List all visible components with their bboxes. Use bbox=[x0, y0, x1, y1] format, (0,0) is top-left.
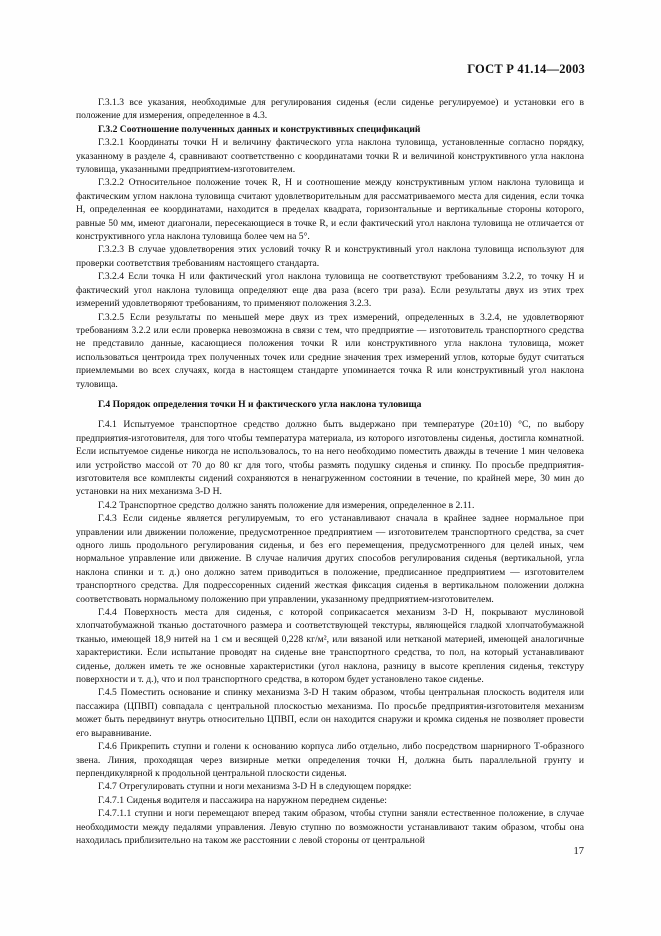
paragraph-g3-2-2: Г.3.2.2 Относительное положение точек R, Н и соотношение между конструктивным углом наклона туловища и фактическим углом наклона туловища считают удовлетворительным для рассматриваемого места для сидения, если точка Н, определенная ее координатами, находится в пределах квадрата, горизонтальные и вертикальные стороны которого, равные 50 мм, имеют диагонали, пересекающиеся в точке R, и если фактический угол наклона туловища не отличается от конструктивного угла наклона туловища более чем на 5°. bbox=[76, 177, 584, 243]
paragraph-g3-2-3: Г.3.2.3 В случае удовлетворения этих условий точку R и конструктивный угол наклона туловища используют для проверки соответствия требованиям настоящего стандарта. bbox=[76, 244, 584, 269]
paragraph-g3-2-5: Г.3.2.5 Если результаты по меньшей мере двух из трех измерений, определенных в 3.2.4, не удовлетворяют требованиям 3.2.2 или если проверка невозможна в связи с тем, что предприятие — изготовитель транспортного средства не представило данные, касающиеся положения точки R или конструктивного угла наклона туловища, может использоваться центроида трех полученных точек или средние значения трех измерений углов, которые будут считаться приемлемыми во всех случаях, когда в настоящем стандарте упоминается точка R или конструктивный угол наклона туловища. bbox=[76, 311, 584, 390]
paragraph-g4-3: Г.4.3 Если сиденье является регулируемым, то его устанавливают сначала в крайнее заднее нормальное при управлении или движении положение, предусмотренное предприятием — изготовителем транспортного средства, за счет одного лишь продольного регулирования сиденья, и без его перемещения, предусмотренного для целей иных, чем нормальное управление или движение. В случае наличия других способов регулирования сиденья (вертикальной, угла наклона спинки и т. д.) оно должно затем приводиться в положение, предписанное предприятием — изготовителем транспортного средства. Для подрессоренных сидений жесткая фиксация сиденья в вертикальном положении должна соответствовать нормальному положению при управлении, указанному предприятием-изготовителем. bbox=[76, 513, 584, 605]
document-body bbox=[76, 96, 584, 847]
page-number: 17 bbox=[573, 846, 584, 857]
paragraph-g3-1-3: Г.3.1.3 все указания, необходимые для регулирования сиденья (если сиденье регулируемое) и установки его в положение для измерения, определенное в 4.3. bbox=[76, 97, 584, 122]
standard-header: ГОСТ Р 41.14—2003 bbox=[467, 62, 585, 76]
paragraph-g4-2: Г.4.2 Транспортное средство должно занять положение для измерения, определенное в 2.11. bbox=[98, 499, 475, 511]
paragraph-g4-1: Г.4.1 Испытуемое транспортное средство должно быть выдержано при температуре (20±10) °С, по выбору предприятия-изготовителя, для того чтобы температура материала, из которого изготовлены сиденья, достигла комнатной. Если испытуемое сиденье никогда не использовалось, то на него необходимо поместить дважды в течение 1 мин человека или устройство массой от 70 до 80 кг для того, чтобы размять подушку сиденья и спинку. По просьбе предприятия-изготовителя все комплекты сидений сохраняются в ненагруженном состоянии в течение, по крайней мере, 30 мин до установки на них механизма 3-D Н. bbox=[76, 419, 584, 498]
paragraph-g3-2-1: Г.3.2.1 Координаты точки Н и величину фактического угла наклона туловища, установленные согласно порядку, указанному в разделе 4, сравнивают соответственно с координатами точки R и величиной конструктивного угла наклона туловища, указанными предприятием-изготовителем. bbox=[76, 137, 584, 176]
paragraph-g3-2-4: Г.3.2.4 Если точка Н или фактический угол наклона туловища не соответствуют требованиям 3.2.2, то точку Н и фактический угол наклона туловища определяют еще два раза (всего три раза). Если результаты двух из этих трех измерений удовлетворяют требованиям, то применяют положения 3.2.3. bbox=[76, 271, 584, 310]
paragraph-g4-4: Г.4.4 Поверхность места для сиденья, с которой соприкасается механизм 3-D Н, покрывают муслиновой хлопчатобумажной тканью достаточного размера и соответствующей текстуры, являющейся гладкой хлопчатобумажной тканью, имеющей 18,9 нитей на 1 см и весящей 0,228 кг/м², или вязаной или нетканой материей, имеющей аналогичные характеристики. Если испытание проводят на сиденье вне транспортного средства, то пол, на который устанавливают сиденье, должен иметь те же основные характеристики (угол наклона, разницу в высоте крепления сиденья, текстуру поверхности и т. д.), что и пол транспортного средства, в котором будет установлено такое сиденье. bbox=[76, 607, 584, 686]
section-heading-g3-2: Г.3.2 Соотношение полученных данных и конструктивных спецификаций bbox=[98, 123, 421, 135]
paragraph-g4-7-1-1: Г.4.7.1.1 ступни и ноги перемещают вперед таким образом, чтобы ступни заняли естественное положение, в случае необходимости между педалями управления. Левую ступню по возможности устанавливают таким образом, чтобы она находилась приблизительно на таком же расстоянии с левой стороны от центральной bbox=[76, 808, 584, 846]
paragraph-g4-5: Г.4.5 Поместить основание и спинку механизма 3-D Н таким образом, чтобы центральная плоскость водителя или пассажира (ЦПВП) совпадала с центральной плоскостью механизма. По просьбе предприятия-изготовителя механизм может быть передвинут внутрь относительно ЦПВП, если он находится снаружи и кромка сиденья не позволяет провести его выравнивание. bbox=[76, 687, 584, 739]
section-heading-g4: Г.4 Порядок определения точки Н и фактического угла наклона туловища bbox=[98, 398, 422, 410]
paragraph-g4-7-1: Г.4.7.1 Сиденья водителя и пассажира на наружном переднем сиденье: bbox=[98, 794, 387, 806]
paragraph-g4-6: Г.4.6 Прикрепить ступни и голени к основанию корпуса либо отдельно, либо посредством шарнирного Т-образного звена. Линия, проходящая через визирные метки определения точки Н, должна быть параллельной грунту и перпендикулярной к продольной центральной плоскости сиденья. bbox=[76, 741, 584, 779]
paragraph-g4-7: Г.4.7 Отрегулировать ступни и ноги механизма 3-D Н в следующем порядке: bbox=[98, 781, 412, 793]
